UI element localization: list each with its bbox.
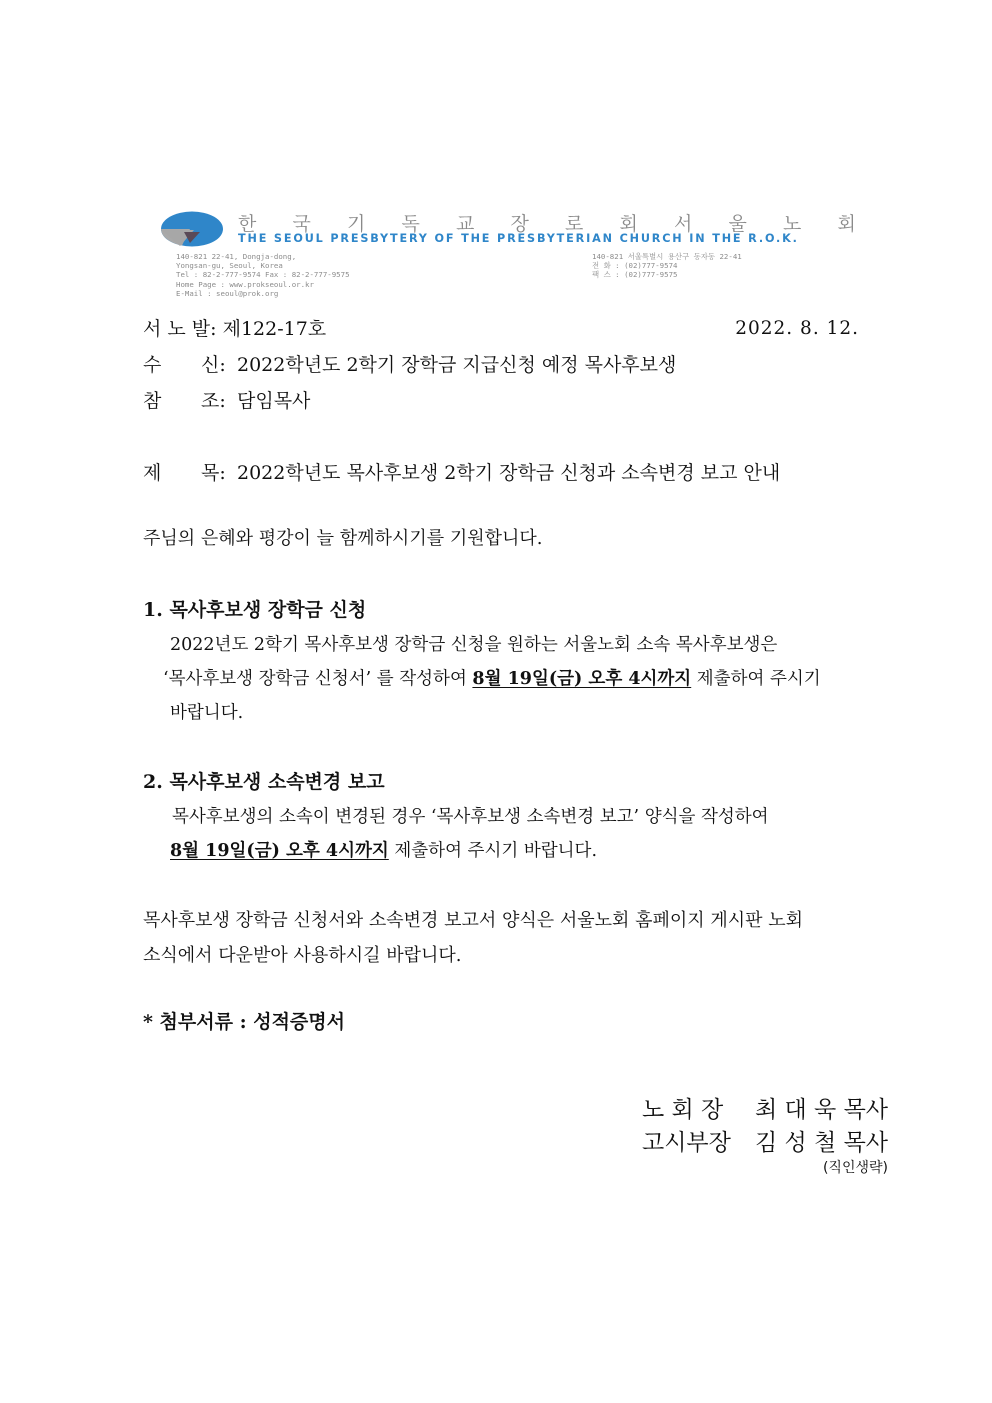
section1-title: 1. 목사후보생 장학금 신청 — [143, 599, 367, 621]
seal-omitted-note: (직인생략) — [822, 1160, 888, 1176]
letterhead-char: 교 — [456, 212, 475, 235]
subject-label: 제 목: — [143, 462, 226, 484]
letterhead — [160, 208, 860, 298]
subject-field — [143, 460, 780, 486]
letterhead-char: 장 — [510, 212, 529, 235]
letterhead-korean-name — [238, 210, 856, 234]
notice-line: 목사후보생 장학금 신청서와 소속변경 보고서 양식은 서울노회 홈페이지 게시판 노회 — [143, 910, 804, 931]
letterhead-char: 기 — [347, 212, 366, 235]
letterhead-char: 노 — [783, 212, 802, 235]
recipient-field — [143, 352, 676, 378]
address-line: 전 화 : (02)777-9574 — [592, 261, 678, 271]
reference-field — [143, 388, 310, 414]
address-line: Home Page : www.prokseoul.or.kr — [176, 279, 314, 289]
section1-line: 바랍니다. — [170, 703, 244, 723]
section1-line: 2022년도 2학기 목사후보생 장학금 신청을 원하는 서울노회 소속 목사후보생은 — [170, 635, 778, 655]
section2-line: 8월 19일(금) 오후 4시까지 제출하여 주시기 바랍니다. — [170, 841, 598, 861]
document-number-label: 서 노 발: — [143, 318, 217, 340]
section2-title: 2. 목사후보생 소속변경 보고 — [143, 771, 385, 793]
letterhead-char: 한 — [238, 212, 257, 235]
letterhead-char: 독 — [401, 212, 420, 235]
signature-name: 최 대 욱 목사 — [755, 1097, 889, 1123]
recipient-label: 수 신: — [143, 354, 226, 376]
letterhead-char: 회 — [837, 212, 856, 235]
letterhead-char: 서 — [674, 212, 693, 235]
letterhead-address-korean — [592, 252, 742, 280]
signature-row — [642, 1127, 888, 1159]
greeting: 주님의 은혜와 평강이 늘 함께하시기를 기원합니다. — [143, 528, 543, 549]
letterhead-char: 국 — [292, 212, 311, 235]
section1-deadline: 8월 19일(금) 오후 4시까지 — [472, 669, 692, 689]
document-number-value: 제122-17호 — [222, 318, 327, 340]
letterhead-char: 로 — [565, 212, 584, 235]
address-line: 팩 스 : (02)777-9575 — [592, 270, 678, 280]
presbytery-logo-icon — [160, 210, 226, 248]
signature-name: 김 성 철 목사 — [755, 1130, 889, 1156]
letterhead-english-name: THE SEOUL PRESBYTERY OF THE PRESBYTERIAN CHURCH IN THE R.O.K. — [238, 232, 799, 245]
recipient-value: 2022학년도 2학기 장학금 지급신청 예정 목사후보생 — [237, 354, 677, 376]
notice-line: 소식에서 다운받아 사용하시길 바랍니다. — [143, 945, 462, 966]
attachment-line: * 첨부서류 : 성적증명서 — [143, 1011, 345, 1033]
document-date: 2022. 8. 12. — [735, 318, 859, 339]
address-line: Tel : 82-2-777-9574 Fax : 82-2-777-9575 — [176, 270, 350, 280]
address-line: E-Mail : seoul@prok.org — [176, 288, 279, 298]
signature-title: 고시부장 — [642, 1130, 731, 1156]
letterhead-char: 회 — [619, 212, 638, 235]
letterhead-address-english — [176, 252, 350, 298]
signature-title: 노 회 장 — [642, 1097, 724, 1123]
reference-label: 참 조: — [143, 390, 226, 412]
section2-deadline: 8월 19일(금) 오후 4시까지 — [170, 841, 389, 861]
address-line: 140-821 22-41, Dongja-dong, — [176, 252, 297, 261]
address-line: 140-821 서울특별시 용산구 동자동 22-41 — [592, 252, 742, 261]
subject-value: 2022학년도 목사후보생 2학기 장학금 신청과 소속변경 보고 안내 — [237, 462, 781, 484]
letterhead-char: 울 — [728, 212, 747, 235]
reference-value: 담임목사 — [237, 390, 311, 412]
address-line: Yongsan-gu, Seoul, Korea — [176, 261, 283, 271]
section1-line: ‘목사후보생 장학금 신청서’ 를 작성하여 8월 19일(금) 오후 4시까지 제출하여 주시기 — [163, 669, 821, 689]
section2-line: 목사후보생의 소속이 변경된 경우 ‘목사후보생 소속변경 보고’ 양식을 작성하여 — [172, 807, 769, 827]
document-number — [143, 316, 326, 342]
signature-row — [642, 1094, 888, 1126]
